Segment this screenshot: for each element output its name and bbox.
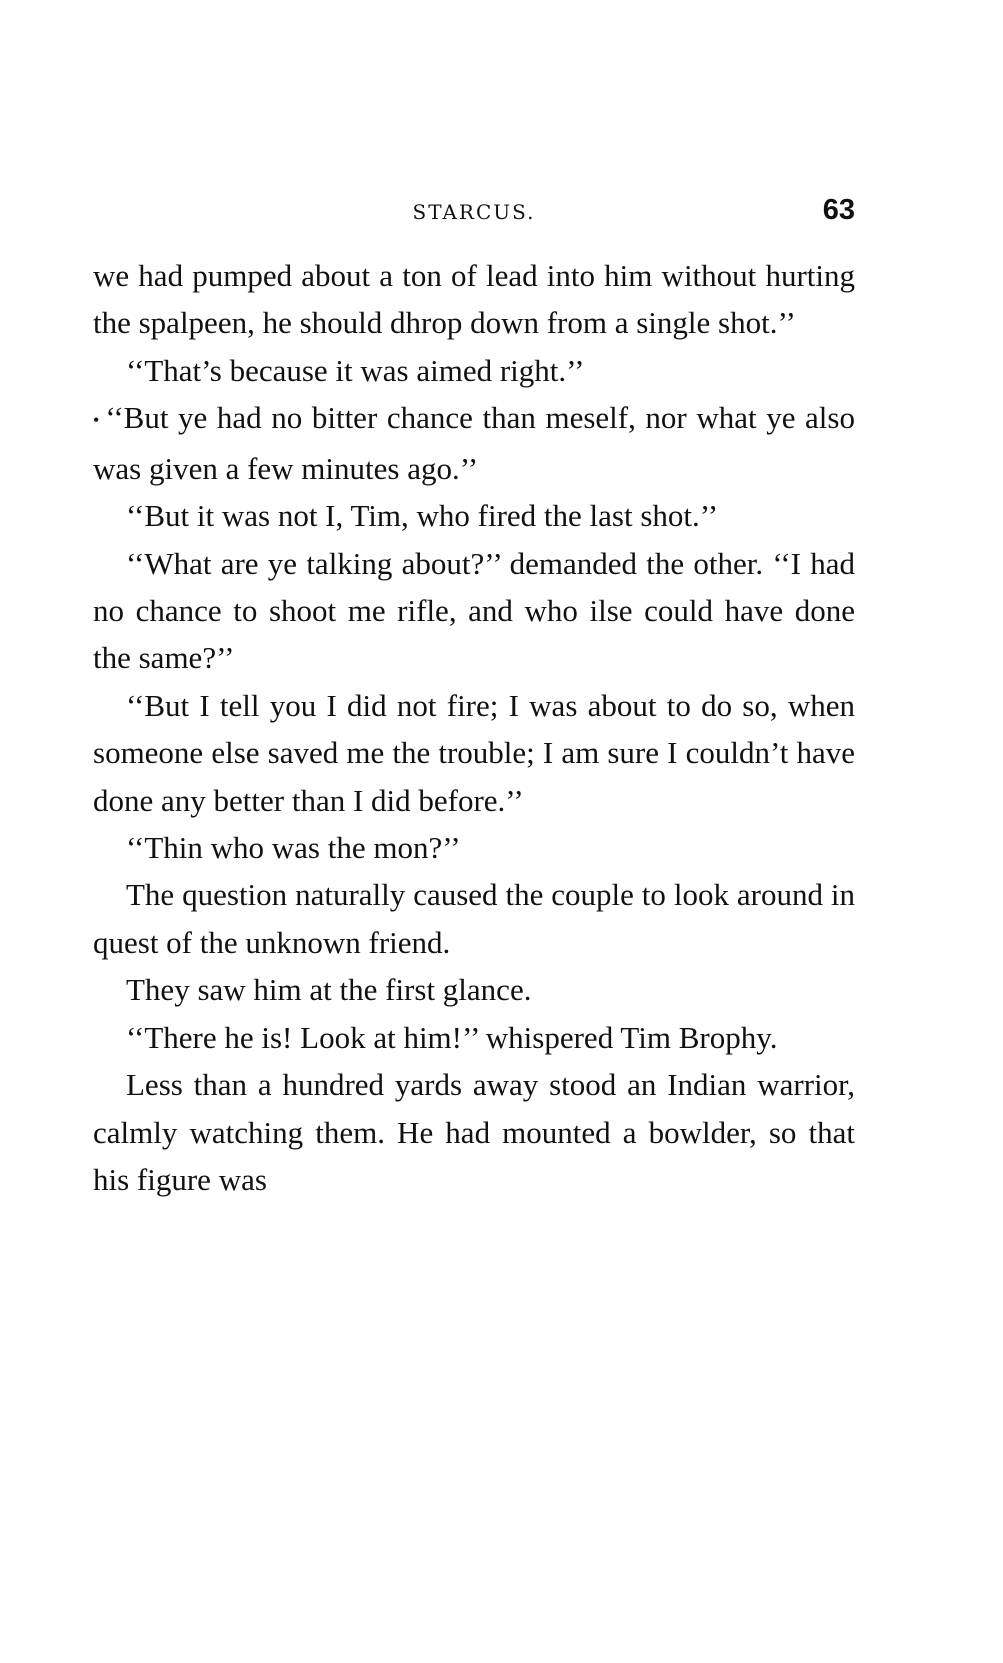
paragraph bbox=[93, 252, 855, 347]
paragraph bbox=[93, 966, 855, 1013]
running-head bbox=[93, 194, 855, 234]
bullet-mark: • bbox=[93, 410, 100, 431]
paragraph bbox=[93, 1014, 855, 1061]
paragraph-text: ‘‘But it was not I, Tim, who fired the last shot.’’ bbox=[126, 498, 719, 534]
paragraph-text: Less than a hundred yards away stood an Indian warrior, calmly watching them. He had mounted a bowlder, so that his figure was bbox=[93, 1067, 855, 1197]
paragraph-text: ‘‘Thin who was the mon?’’ bbox=[126, 830, 461, 866]
paragraph-text: we had pumped about a ton of lead into him without hurting the spalpeen, he should dhrop down from a single shot.’’ bbox=[93, 258, 855, 341]
paragraph bbox=[93, 394, 855, 492]
paragraph bbox=[93, 492, 855, 539]
paragraph-text: ‘‘But I tell you I did not fire; I was about to do so, when someone else saved me the trouble; I am sure I couldn’t have done any better than I did before.’’ bbox=[93, 687, 855, 818]
paragraph bbox=[93, 1061, 855, 1203]
paragraph-text: ‘‘What are ye talking about?’’ demanded the other. ‘‘I had no chance to shoot me rifle, and who ilse could have done the same?’’ bbox=[93, 545, 855, 676]
paragraph-text: ‘‘There he is! Look at him!’’ whispered Tim Brophy. bbox=[126, 1019, 778, 1055]
paragraph-text: They saw him at the first glance. bbox=[126, 972, 532, 1008]
paragraph-text: ‘‘That’s because it was aimed right.’’ bbox=[126, 352, 585, 388]
running-title: STARCUS. bbox=[412, 200, 536, 224]
paragraph bbox=[93, 540, 855, 682]
paragraph bbox=[93, 682, 855, 824]
paragraph bbox=[93, 347, 855, 394]
paragraph-text: The question naturally caused the couple to look around in quest of the unknown friend. bbox=[93, 877, 855, 960]
paragraph bbox=[93, 824, 855, 871]
paragraph-text: ‘‘But ye had no bitter chance than meself, nor what ye also was given a few minutes ago.’’ bbox=[93, 400, 855, 486]
page-number: 63 bbox=[822, 194, 855, 226]
body-text bbox=[93, 252, 855, 1203]
paragraph bbox=[93, 871, 855, 966]
